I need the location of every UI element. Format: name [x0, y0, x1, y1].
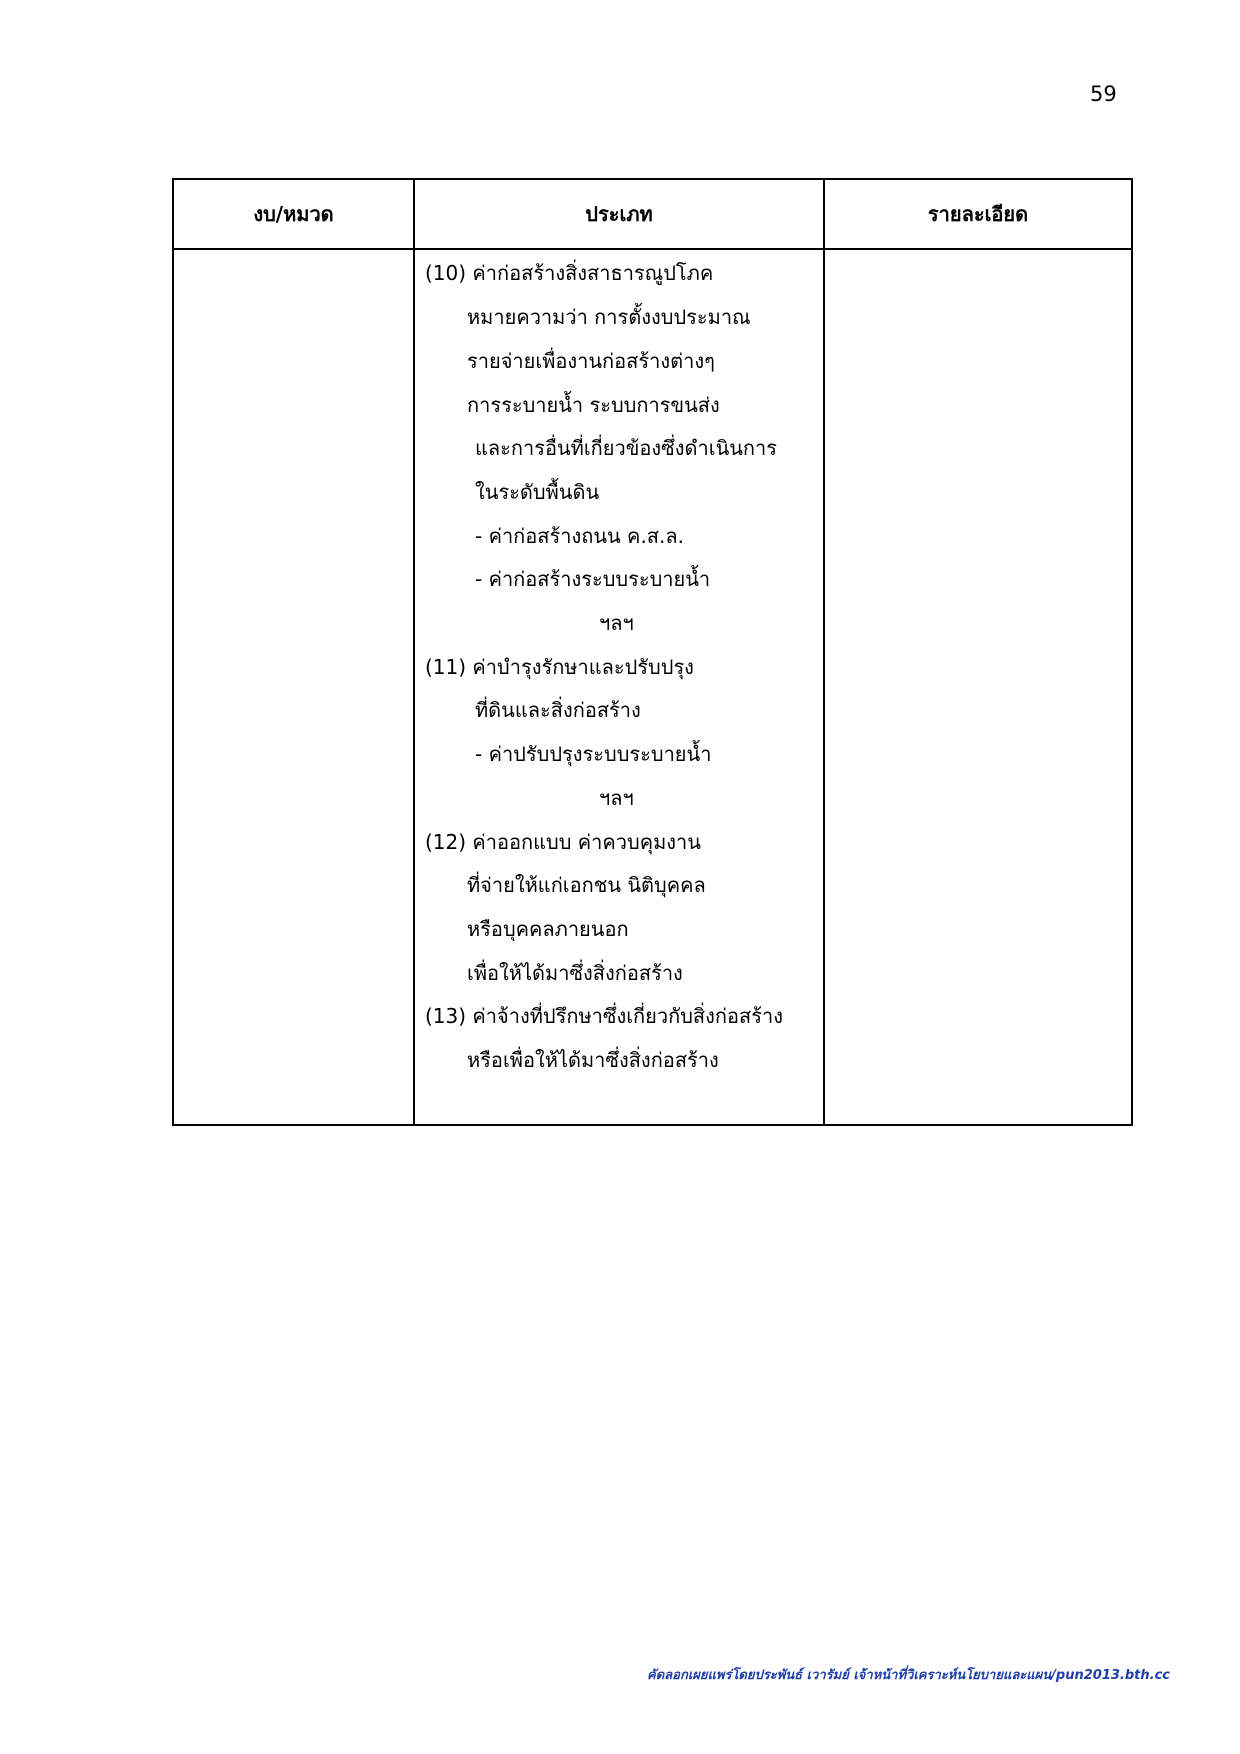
- column-divider-2: [823, 180, 825, 1124]
- footer-attribution: คัดลอกเผยแพร่โดยประพันธ์ เวารัมย์ เจ้าหน้าที่วิเคราะห์นโยบายและแผน/pun2013.bth.cc: [647, 1668, 1170, 1683]
- type-line: การระบายน้ำ ระบบการขนส่ง: [467, 393, 720, 417]
- type-line: หรือบุคคลภายนอก: [467, 917, 629, 941]
- type-line: ที่ดินและสิ่งก่อสร้าง: [475, 698, 641, 722]
- type-line: ในระดับพื้นดิน: [475, 480, 600, 504]
- header-details: รายละเอียด: [927, 202, 1029, 226]
- type-line-13-title: (13) ค่าจ้างที่ปรึกษาซึ่งเกี่ยวกับสิ่งก่อสร้าง: [425, 1004, 783, 1028]
- header-type: ประเภท: [585, 202, 653, 226]
- type-line: รายจ่ายเพื่องานก่อสร้างต่างๆ: [467, 349, 715, 373]
- type-line-bullet: - ค่าก่อสร้างระบบระบายน้ำ: [475, 567, 711, 591]
- type-line: และการอื่นที่เกี่ยวข้องซึ่งดำเนินการ: [475, 436, 778, 460]
- type-line-etc: ฯลฯ: [599, 611, 634, 635]
- type-line-etc: ฯลฯ: [599, 786, 634, 810]
- budget-table: [172, 178, 1133, 1126]
- type-line-10-title: (10) ค่าก่อสร้างสิ่งสาธารณูปโภค: [425, 261, 714, 285]
- type-line-11-title: (11) ค่าบำรุงรักษาและปรับปรุง: [425, 655, 694, 679]
- page-number: 59: [1090, 82, 1117, 106]
- header-category: งบ/หมวด: [253, 202, 334, 226]
- type-line-bullet: - ค่าปรับปรุงระบบระบายน้ำ: [475, 742, 712, 766]
- type-line: ที่จ่ายให้แก่เอกชน นิติบุคคล: [467, 873, 706, 897]
- type-line-12-title: (12) ค่าออกแบบ ค่าควบคุมงาน: [425, 830, 701, 854]
- column-divider-1: [413, 180, 415, 1124]
- type-line: หมายความว่า การตั้งงบประมาณ: [467, 305, 751, 329]
- type-line-bullet: - ค่าก่อสร้างถนน ค.ส.ล.: [475, 524, 684, 548]
- type-line: หรือเพื่อให้ได้มาซึ่งสิ่งก่อสร้าง: [467, 1048, 719, 1072]
- table-header-row: [174, 180, 1131, 250]
- type-line: เพื่อให้ได้มาซึ่งสิ่งก่อสร้าง: [467, 961, 683, 985]
